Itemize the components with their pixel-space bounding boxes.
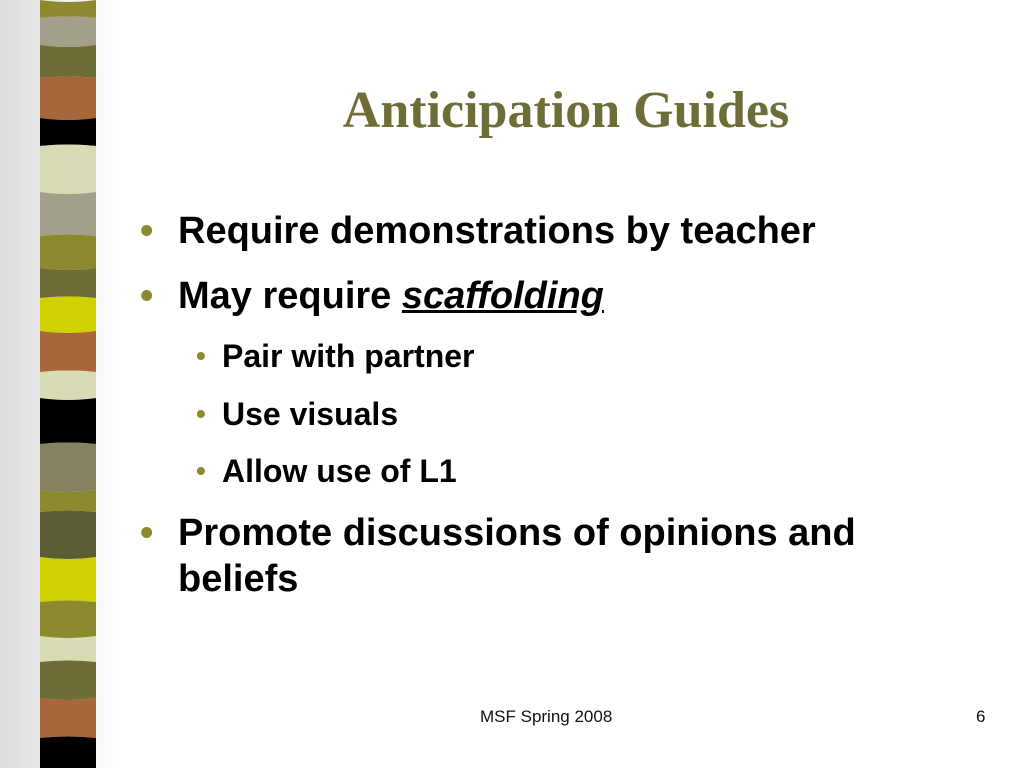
sub-bullet-marker: •	[196, 398, 206, 429]
sub-bullet-3	[196, 452, 822, 491]
slide-title: Anticipation Guides	[342, 82, 790, 139]
bullet-marker: •	[140, 210, 154, 252]
stripe-band	[40, 297, 96, 334]
bullet-text: Use visuals	[222, 396, 399, 432]
stripe-band	[40, 443, 96, 493]
bullet-text: Require demonstrations by teacher	[178, 210, 816, 252]
page-number: 6	[976, 707, 986, 726]
stripe-band	[40, 371, 96, 401]
bullet-text: Promote discussions of opinions and beliefs	[178, 512, 856, 601]
stripe-band	[40, 0, 96, 18]
bullet-1	[140, 208, 978, 254]
emphasis-scaffolding: scaffolding	[401, 275, 604, 317]
stripe-band	[40, 45, 96, 78]
bullet-marker: •	[140, 512, 154, 554]
footer-text: MSF Spring 2008	[480, 707, 613, 726]
stripe-band	[40, 118, 96, 146]
bullet-marker: •	[140, 275, 154, 317]
stripe-band	[40, 235, 96, 271]
stripe-band	[40, 268, 96, 298]
stripe-band	[40, 737, 96, 768]
sub-bullet-marker: •	[196, 340, 206, 371]
stripe-band	[40, 331, 96, 372]
stripe-band	[40, 661, 96, 701]
bullet-3	[140, 510, 938, 603]
stripe-band	[40, 557, 96, 602]
stripe-band	[40, 490, 96, 512]
decorative-stripe	[0, 0, 125, 768]
bullet-2	[140, 273, 978, 319]
sub-bullet-marker: •	[196, 455, 206, 486]
bullet-text: May require	[178, 275, 402, 317]
stripe-highlight	[96, 0, 102, 768]
stripe-band	[40, 636, 96, 662]
bullet-text: Pair with partner	[222, 338, 475, 374]
bullet-text: Allow use of L1	[222, 453, 457, 489]
stripe-band	[40, 511, 96, 560]
stripe-band	[40, 601, 96, 639]
sub-bullet-1	[196, 337, 822, 376]
stripe-band	[40, 145, 96, 195]
stripe-band	[40, 77, 96, 121]
sub-bullet-2	[196, 395, 822, 434]
stripe-band	[40, 698, 96, 738]
stripe-band	[40, 17, 96, 48]
stripe-band	[40, 192, 96, 236]
stripe-band	[40, 398, 96, 444]
